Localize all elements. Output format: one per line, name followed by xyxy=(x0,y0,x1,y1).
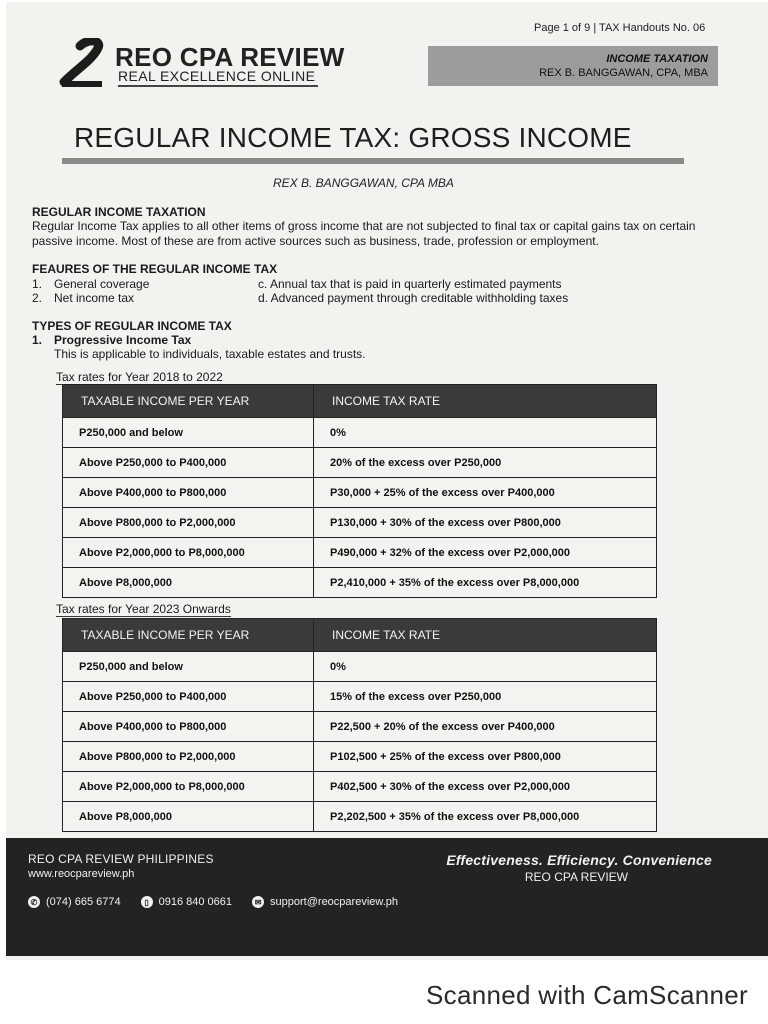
column-header: TAXABLE INCOME PER YEAR xyxy=(63,619,314,652)
column-header: TAXABLE INCOME PER YEAR xyxy=(63,385,314,418)
feature-item: 2. Net income tax xyxy=(32,291,135,305)
phone-icon: ✆ xyxy=(28,896,40,908)
tax-rate: P102,500 + 25% of the excess over P800,000 xyxy=(314,742,657,772)
section-body-regular-income-taxation: Regular Income Tax applies to all other items of gross income that are not subjected to final tax or capital gains tax on certain passive income. Most of these are from active sources such as business, trade, profession or employment. xyxy=(32,219,696,248)
income-bracket: Above P250,000 to P400,000 xyxy=(63,448,314,478)
table-row xyxy=(63,742,657,772)
income-bracket: P250,000 and below xyxy=(63,418,314,448)
brand-name: REO CPA REVIEW xyxy=(115,42,345,72)
table-caption-2018-2022: Tax rates for Year 2018 to 2022 xyxy=(56,370,223,384)
income-bracket: Above P250,000 to P400,000 xyxy=(63,682,314,712)
title-divider xyxy=(62,158,684,164)
email-icon: ✉ xyxy=(252,896,264,908)
footer-slogan: Effectiveness. Efficiency. Convenience xyxy=(446,852,712,868)
course-author: REX B. BANGGAWAN, CPA, MBA xyxy=(539,67,708,79)
tax-rate-table-2023-onwards xyxy=(62,618,657,832)
tax-rate-table-2018-2022 xyxy=(62,384,657,598)
column-header: INCOME TAX RATE xyxy=(314,619,657,652)
footer-mobile: 0916 840 0661 xyxy=(158,896,233,908)
table-row xyxy=(63,682,657,712)
table-row xyxy=(63,508,657,538)
income-bracket: Above P8,000,000 xyxy=(63,802,314,832)
mobile-icon: ▯ xyxy=(141,896,153,908)
feature-item: c. Annual tax that is paid in quarterly estimated payments xyxy=(258,277,562,291)
tax-rate: P2,410,000 + 35% of the excess over P8,000,000 xyxy=(314,568,657,598)
table-row xyxy=(63,448,657,478)
tax-rate: 15% of the excess over P250,000 xyxy=(314,682,657,712)
brand-tagline: REAL EXCELLENCE ONLINE xyxy=(118,68,316,84)
table-caption-2023-onwards: Tax rates for Year 2023 Onwards xyxy=(56,602,231,616)
table-row xyxy=(63,568,657,598)
footer-slogan-org: REO CPA REVIEW xyxy=(524,870,628,884)
footer-org: REO CPA REVIEW PHILIPPINES xyxy=(28,852,214,866)
income-bracket: Above P2,000,000 to P8,000,000 xyxy=(63,538,314,568)
income-bracket: P250,000 and below xyxy=(63,652,314,682)
column-header: INCOME TAX RATE xyxy=(314,385,657,418)
tax-rate: P22,500 + 20% of the excess over P400,000 xyxy=(314,712,657,742)
table-header-row xyxy=(63,619,657,652)
table-row xyxy=(63,478,657,508)
tax-rate: P2,202,500 + 35% of the excess over P8,000,000 xyxy=(314,802,657,832)
brand-underline xyxy=(118,85,318,87)
course-subject: INCOME TAXATION xyxy=(606,53,708,65)
table-row xyxy=(63,652,657,682)
course-header-box xyxy=(428,46,718,86)
subsection-number: 1. xyxy=(32,333,43,347)
tax-rate: 20% of the excess over P250,000 xyxy=(314,448,657,478)
scanner-watermark: Scanned with CamScanner xyxy=(426,980,748,1010)
table-row xyxy=(63,538,657,568)
tax-rate: 0% xyxy=(314,418,657,448)
table-row xyxy=(63,418,657,448)
subsection-note: This is applicable to individuals, taxable estates and trusts. xyxy=(54,347,366,361)
feature-item: d. Advanced payment through creditable withholding taxes xyxy=(258,291,569,305)
table-header-row xyxy=(63,385,657,418)
tax-rate: P30,000 + 25% of the excess over P400,000 xyxy=(314,478,657,508)
tax-rate: 0% xyxy=(314,652,657,682)
section-heading-types: TYPES OF REGULAR INCOME TAX xyxy=(32,319,232,333)
income-bracket: Above P400,000 to P800,000 xyxy=(63,712,314,742)
tax-rate: P130,000 + 30% of the excess over P800,000 xyxy=(314,508,657,538)
footer-website: www.reocpareview.ph xyxy=(28,868,135,880)
footer-contacts xyxy=(28,896,398,908)
table-row xyxy=(63,802,657,832)
income-bracket: Above P800,000 to P2,000,000 xyxy=(63,742,314,772)
reo-logo-icon xyxy=(58,38,114,88)
section-heading-features: FEAURES OF THE REGULAR INCOME TAX xyxy=(32,262,278,276)
section-heading-regular-income-taxation: REGULAR INCOME TAXATION xyxy=(32,205,206,219)
income-bracket: Above P8,000,000 xyxy=(63,568,314,598)
income-bracket: Above P2,000,000 to P8,000,000 xyxy=(63,772,314,802)
subsection-heading: Progressive Income Tax xyxy=(54,333,192,347)
table-row xyxy=(63,712,657,742)
tax-rate: P490,000 + 32% of the excess over P2,000,000 xyxy=(314,538,657,568)
table-row xyxy=(63,772,657,802)
page-title: REGULAR INCOME TAX: GROSS INCOME xyxy=(74,122,632,153)
author-line: REX B. BANGGAWAN, CPA MBA xyxy=(273,176,454,190)
page-info: Page 1 of 9 | TAX Handouts No. 06 xyxy=(534,22,706,34)
income-bracket: Above P800,000 to P2,000,000 xyxy=(63,508,314,538)
footer-email: support@reocpareview.ph xyxy=(270,896,399,908)
tax-rate: P402,500 + 30% of the excess over P2,000,000 xyxy=(314,772,657,802)
page-footer xyxy=(6,838,768,956)
income-bracket: Above P400,000 to P800,000 xyxy=(63,478,314,508)
feature-item: 1. General coverage xyxy=(32,277,150,291)
footer-phone: (074) 665 6774 xyxy=(46,896,121,908)
